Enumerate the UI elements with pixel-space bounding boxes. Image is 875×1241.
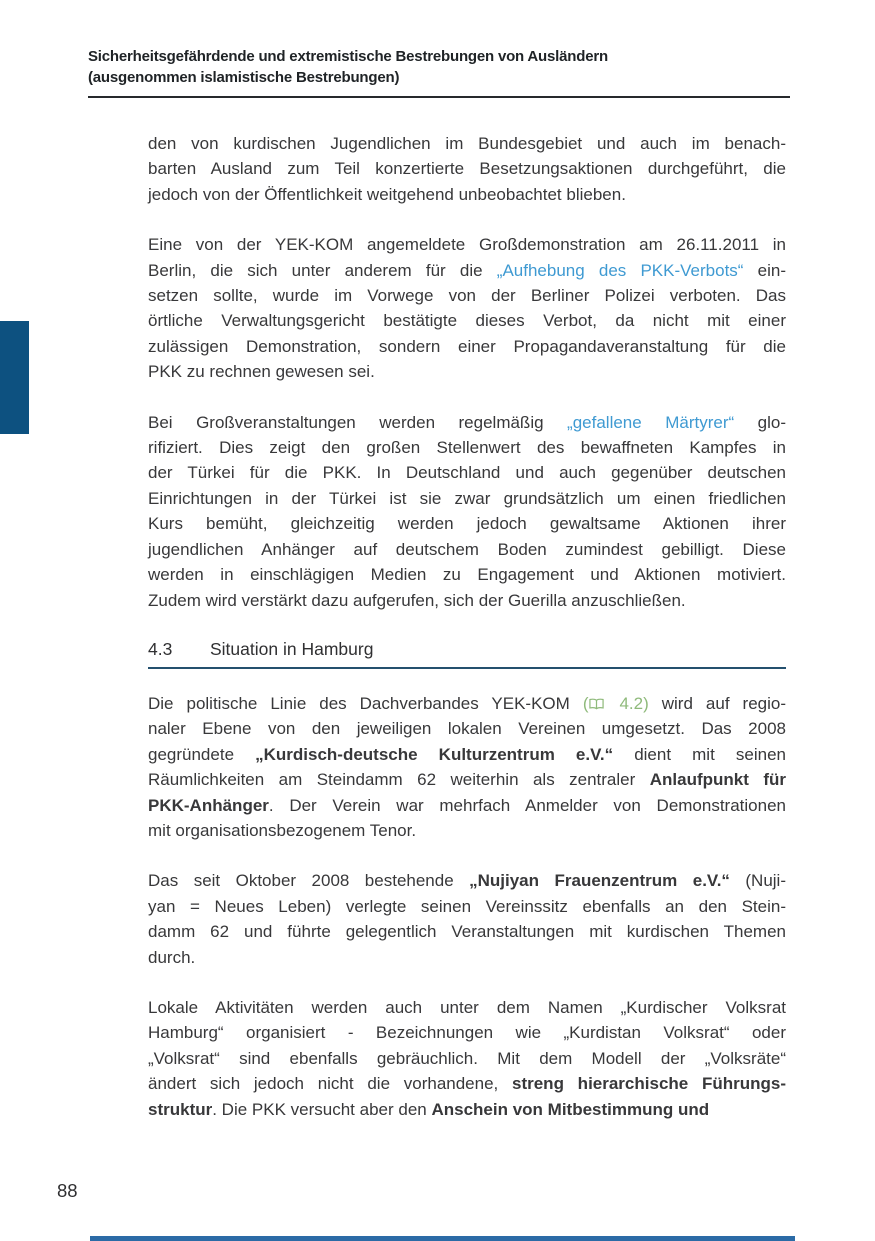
link-text[interactable]: „gefallene Märtyrer“ <box>567 412 735 432</box>
text-run: streng hierarchische Führungs- <box>512 1074 786 1094</box>
text-run: jugendlichen Anhänger auf deutschem Boden zumindest gebilligt. Diese <box>148 539 786 559</box>
running-head-line1: Sicherheitsgefährdende und extremistische Bestrebungen von Ausländern <box>88 48 608 65</box>
text-line <box>148 1046 786 1071</box>
text-run: Einrichtungen in der Türkei ist sie zwar grundsätzlich um einen friedlichen <box>148 488 786 508</box>
text-line <box>148 410 786 435</box>
text-line <box>148 486 786 511</box>
text-line <box>148 767 786 792</box>
link-text[interactable]: „Aufhebung des PKK-Verbots“ <box>496 260 744 280</box>
text-line <box>148 511 786 536</box>
body-text-column <box>148 131 786 1147</box>
text-run: örtliche Verwaltungsgericht bestätigte dieses Verbot, da nicht mit einer <box>148 311 786 331</box>
section-heading <box>148 638 786 669</box>
text-run: Die politische Linie des Dachverbandes YEK-KOM <box>148 693 583 713</box>
text-run: damm 62 und führte gelegentlich Veranstaltungen mit kurdischen Themen <box>148 922 786 942</box>
page-number: 88 <box>57 1180 78 1201</box>
paragraph <box>148 232 786 384</box>
text-line <box>148 742 786 767</box>
text-run: den von kurdischen Jugendlichen im Bundesgebiet und auch im benach- <box>148 134 786 153</box>
text-line <box>148 308 786 333</box>
text-run: gegründete <box>148 744 256 764</box>
text-line <box>148 945 786 970</box>
paragraph <box>148 131 786 207</box>
text-run: Lokale Aktivitäten werden auch unter dem Namen „Kurdischer Volksrat <box>148 997 786 1017</box>
text-run: der Türkei für die PKK. In Deutschland und auch gegenüber deutschen <box>148 463 786 483</box>
text-run: mit organisationsbezogenem Tenor. <box>148 820 417 840</box>
text-line <box>148 1071 786 1096</box>
running-head-line2: (ausgenommen islamistische Bestrebungen) <box>88 69 400 86</box>
text-line <box>148 232 786 257</box>
text-line <box>148 1097 786 1122</box>
section-number: 4.3 <box>148 638 173 659</box>
text-line <box>148 894 786 919</box>
text-run: yan = Neues Leben) verlegte seinen Vereinssitz ebenfalls an den Stein- <box>148 896 786 916</box>
text-run: glo- <box>734 412 786 432</box>
text-line <box>148 182 786 207</box>
text-run: Bei Großveranstaltungen werden regelmäßig <box>148 412 568 432</box>
text-run: jedoch von der Öffentlichkeit weitgehend unbeobachtet blieben. <box>148 184 626 204</box>
text-run: dient mit seinen <box>613 744 786 764</box>
book-icon <box>589 698 604 710</box>
text-run: PKK zu rechnen gewesen sei. <box>148 362 375 382</box>
text-line <box>148 131 786 156</box>
text-line <box>148 868 786 893</box>
text-run: „Kurdisch-deutsche Kulturzentrum e.V.“ <box>255 744 614 764</box>
text-run: Berlin, die sich unter anderem für die <box>148 260 497 280</box>
body-paragraphs-bottom <box>148 691 786 1122</box>
text-line <box>148 156 786 181</box>
paragraph <box>148 995 786 1122</box>
text-run: . Der Verein war mehrfach Anmelder von Demonstrationen <box>268 795 786 815</box>
cross-reference[interactable]: ( 4.2) <box>582 693 649 713</box>
text-run: Räumlichkeiten am Steindamm 62 weiterhin als zentraler <box>148 770 650 790</box>
text-run: . Die PKK versucht aber den <box>212 1099 432 1119</box>
text-run: Eine von der YEK-KOM angemeldete Großdemonstration am 26.11.2011 in <box>148 235 786 255</box>
paragraph <box>148 410 786 613</box>
paragraph <box>148 868 786 970</box>
text-line <box>148 716 786 741</box>
text-run: Hamburg“ organisiert - Bezeichnungen wie „Kurdistan Volksrat“ oder <box>148 1023 786 1043</box>
text-run: (Nuji- <box>729 871 786 891</box>
text-run: naler Ebene von den jeweiligen lokalen Vereinen umgesetzt. Das 2008 <box>148 719 786 739</box>
text-line <box>148 334 786 359</box>
text-run: PKK-Anhänger <box>148 795 269 815</box>
text-run: Zudem wird verstärkt dazu aufgerufen, sich der Guerilla anzuschließen. <box>148 590 686 610</box>
text-run: durch. <box>148 947 196 967</box>
text-run: „Nujiyan Frauenzentrum e.V.“ <box>469 871 730 891</box>
text-run: zulässigen Demonstration, sondern einer Propagandaveranstaltung für die <box>148 336 786 356</box>
text-line <box>148 919 786 944</box>
text-run: Kurs bemüht, gleichzeitig werden jedoch gewaltsame Aktionen ihrer <box>148 514 786 534</box>
text-line <box>148 995 786 1020</box>
text-line <box>148 562 786 587</box>
text-run: werden in einschlägigen Medien zu Engagement und Aktionen motiviert. <box>148 565 786 585</box>
text-run: Anschein von Mitbestimmung und <box>431 1099 710 1119</box>
text-line <box>148 691 786 716</box>
text-line <box>148 793 786 818</box>
text-line <box>148 258 786 283</box>
footer-bar <box>90 1236 795 1241</box>
text-line <box>148 588 786 613</box>
text-run: Das seit Oktober 2008 bestehende <box>148 871 470 891</box>
text-run: wird auf regio- <box>648 693 786 713</box>
text-line <box>148 818 786 843</box>
chapter-marker-bar <box>0 321 29 434</box>
text-line <box>148 359 786 384</box>
text-run: rifiziert. Dies zeigt den großen Stellenwert des bewaffneten Kampfes in <box>148 438 786 458</box>
text-line <box>148 1020 786 1045</box>
text-line <box>148 283 786 308</box>
text-run: ändert sich jedoch nicht die vorhandene, <box>148 1074 512 1094</box>
text-run: barten Ausland zum Teil konzertierte Besetzungsaktionen durchgeführt, die <box>148 159 786 179</box>
text-line <box>148 537 786 562</box>
text-line <box>148 460 786 485</box>
running-head <box>88 46 790 98</box>
section-title: Situation in Hamburg <box>210 638 374 659</box>
paragraph <box>148 691 786 843</box>
text-line <box>148 435 786 460</box>
text-run: Anlaufpunkt für <box>649 770 786 790</box>
text-run: ein- <box>743 260 787 280</box>
body-paragraphs-top <box>148 131 786 613</box>
text-run: struktur <box>148 1099 213 1119</box>
text-run: „Volksrat“ sind ebenfalls gebräuchlich. Mit dem Modell der „Volksräte“ <box>148 1048 786 1068</box>
text-run: setzen sollte, wurde im Vorwege von der Berliner Polizei verboten. Das <box>148 286 786 306</box>
